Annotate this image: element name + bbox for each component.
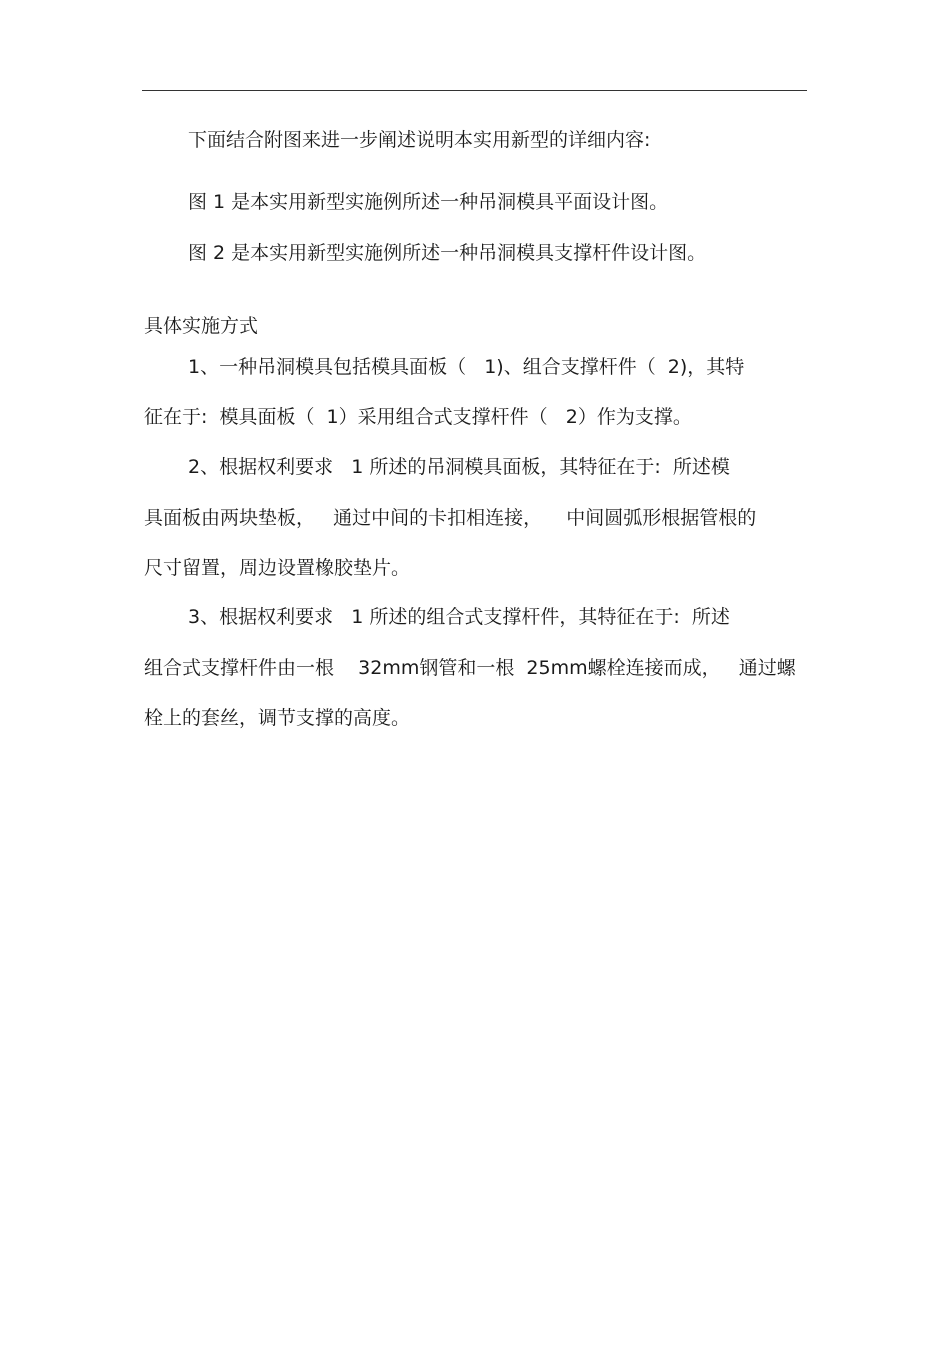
claim-1-line-2: 征在于: 模具面板（ 1）采用组合式支撑杆件（ 2）作为支撑。 xyxy=(144,406,692,428)
header-rule xyxy=(142,90,807,91)
claim-2-line-2: 具面板由两块垫板， 通过中间的卡扣相连接， 中间圆弧形根据管根的 xyxy=(144,507,757,529)
claim-2-line-1: 2、根据权利要求 1 所述的吊洞模具面板，其特征在于: 所述模 xyxy=(188,456,730,478)
claim-3-line-2: 组合式支撑杆件由一根 32mm钢管和一根 25mm螺栓连接而成， 通过螺 xyxy=(144,657,796,679)
claim-3-line-3: 栓上的套丝，调节支撑的高度。 xyxy=(144,707,411,729)
figure-caption-2: 图 2 是本实用新型实施例所述一种吊洞模具支撑杆件设计图。 xyxy=(188,242,707,264)
claim-2-line-3: 尺寸留置，周边设置橡胶垫片。 xyxy=(144,557,411,579)
claim-1-line-1: 1、一种吊洞模具包括模具面板（ 1)、组合支撑杆件（ 2)，其特 xyxy=(188,356,745,378)
section-heading: 具体实施方式 xyxy=(144,315,259,337)
claim-3-line-1: 3、根据权利要求 1 所述的组合式支撑杆件，其特征在于: 所述 xyxy=(188,606,730,628)
figure-caption-1: 图 1 是本实用新型实施例所述一种吊洞模具平面设计图。 xyxy=(188,191,669,213)
intro-paragraph: 下面结合附图来进一步阐述说明本实用新型的详细内容: xyxy=(188,129,651,151)
